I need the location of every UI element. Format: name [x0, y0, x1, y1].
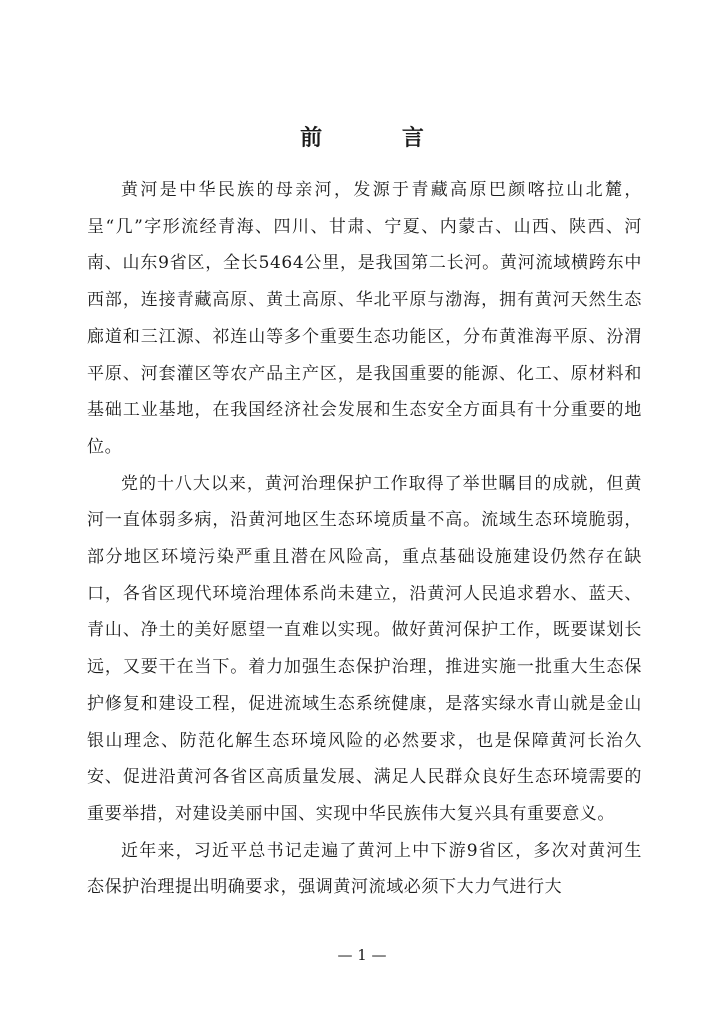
paragraph-1: 黄河是中华民族的母亲河，发源于青藏高原巴颜喀拉山北麓，呈“几”字形流经青海、四川、甘肃、宁夏、内蒙古、山西、陕西、河南、山东9省区，全长5464公里，是我国第二长河。黄河流域横跨东中西部，连接青藏高原、黄土高原、华北平原与渤海，拥有黄河天然生态廊道和三江源、祁连山等多个重要生态功能区，分布黄淮海平原、汾渭平原、河套灌区等农产品主产区，是我国重要的能源、化工、原材料和基础工业基地，在我国经济社会发展和生态安全方面具有十分重要的地位。 [87, 180, 642, 457]
page-number: — 1 — [337, 946, 387, 964]
page-title: 前 言 [300, 126, 460, 151]
body-text [87, 172, 642, 906]
paragraph-2: 党的十八大以来，黄河治理保护工作取得了举世瞩目的成就，但黄河一直体弱多病，沿黄河地区生态环境质量不高。流域生态环境脆弱，部分地区环境污染严重且潜在风险高，重点基础设施建设仍然存在缺口，各省区现代环境治理体系尚未建立，沿黄河人民追求碧水、蓝天、青山、净土的美好愿望一直难以实现。做好黄河保护工作，既要谋划长远，又要干在当下。着力加强生态保护治理，推进实施一批重大生态保护修复和建设工程，促进流域生态系统健康，是落实绿水青山就是金山银山理念、防范化解生态环境风险的必然要求，也是保障黄河长治久安、促进沿黄河各省区高质量发展、满足人民群众良好生态环境需要的重要举措，对建设美丽中国、实现中华民族伟大复兴具有重要意义。 [87, 473, 642, 824]
paragraph-3: 近年来，习近平总书记走遍了黄河上中下游9省区，多次对黄河生态保护治理提出明确要求，强调黄河流域必须下大力气进行大 [87, 840, 642, 898]
